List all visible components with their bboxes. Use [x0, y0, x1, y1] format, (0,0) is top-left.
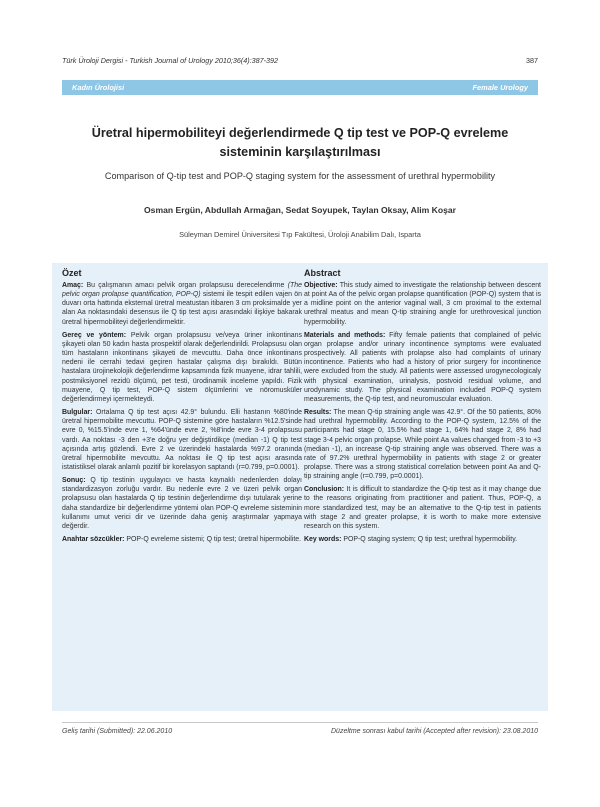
running-header — [62, 56, 538, 68]
ozet-keywords — [62, 535, 302, 544]
sonuc-text: Q tip testinin uygulayıcı ve hasta kaynaklı nedenlerden dolayı standardizasyon zorluğu vardır. Bu nedenle evre 2 ve üzeri pelvik organ prolapsusu olan hastalarda Q tip testinin değerlendirme dışı tutularak yerine daha standardize bir değerlendirme yöntemi olan POP-Q evreleme sisteminin kullanımı umut verici dir ve üzerinde daha geniş araştırmalar yapmaya değerdir. — [62, 477, 302, 530]
journal-citation: Türk Üroloji Dergisi - Turkish Journal of Urology 2010;36(4):387-392 — [62, 56, 278, 65]
objective-text: This study aimed to investigate the relationship between descent at point Aa of the pelvic organ prolapse quantification (POP-Q) system that is a midline point on the anterior vaginal wall, 3 cm proximal to the external urethral meatus and mean Q-tip straining angle for urethrovesical junction hypermobility. — [304, 282, 541, 326]
amac-text-2: sistemi ile tespit edilen vajen ön duvarı orta hattında eksternal üretral meatustan itibaren 3 cm proksimalde yer alan Aa noktasındaki desensus ile Q tip test açısı arasındaki ilişkiye bakarak üretral hipermobiliteyi değerlendirmektir. — [62, 291, 302, 326]
ozet-keywords-text: POP-Q evreleme sistemi; Q tip test; üretral hipermobilite. — [126, 536, 302, 544]
ozet-gerec — [62, 331, 302, 404]
objective-label: Objective: — [304, 282, 338, 289]
title-line-1: Üretral hipermobiliteyi değerlendirmede Q tip test ve POP-Q evreleme — [91, 126, 509, 140]
ozet-heading: Özet — [62, 268, 82, 278]
section-band — [62, 80, 538, 95]
gerec-text: Pelvik organ prolapsusu ve/veya üriner inkontinans şikayeti olan 50 kadın hasta prospektif olarak değerlendirildi. Prolapsusu olan tüm hastaların inkontinans şikayeti de mevcuttu. Daha önce inkontinans nedeni ile cerrahi tedavi geçiren hastalar çalışma dışı bırakıldı. Bütün hastalara ürojinekolojik değerlendirme kapsamında fizik muayene, idrar tahlili, postmiksiyonel rezidü ölçümü, pet testi, ürodinamik inceleme yapıldı. Fizik muayene, Q tip test, POP-Q sistem ölçümlerini ve nöromusküler değerlendirmeyi içermekteydi. — [62, 331, 302, 403]
amac-label: Amaç: — [62, 282, 84, 289]
ozet-column — [62, 268, 302, 548]
section-label-tr: Kadın Ürolojisi — [72, 83, 125, 92]
abstract-keywords-label: Key words: — [304, 536, 342, 544]
methods-label: Materials and methods: — [304, 331, 386, 339]
article-subtitle: Comparison of Q-tip test and POP-Q staging system for the assessment of urethral hypermobility — [104, 171, 496, 181]
section-label-en: Female Urology — [472, 83, 528, 92]
bulgular-label: Bulgular: — [62, 409, 93, 417]
page-number: 387 — [526, 56, 538, 65]
conclusion-text: It is difficult to standardize the Q-tip test as it may change due to the reasons originating from practitioner and patient. Thus, POP-Q, a more standardized test, may be an alternative to the Q-tip test in patients with stage 2 and greater prolapse, it is worth to make more extensive research on this system. — [304, 486, 541, 530]
conclusion-label: Conclusion: — [304, 486, 345, 494]
ozet-amac — [62, 281, 302, 327]
abstract-heading: Abstract — [304, 268, 341, 278]
abstract-methods — [304, 331, 541, 404]
amac-text-1: Bu çalışmanın amacı pelvik organ prolapsusu derecelendirme — [86, 282, 285, 289]
article-title — [62, 124, 538, 162]
results-text: The mean Q-tip straining angle was 42.9°. Of the 50 patients, 80% had urethral hypermobility. According to the POP-Q system, 12.5% of the participants had stage 0, 15.5% had stage 1, 64% had stage 2, 8% had stage 3-4 pelvic organ prolapse. While point Aa values changed from -3 to +3 (median -1), an increase Q-tip straining angle was observed. There was a rate of 97.2% urethral hypermobility in patients with stage 2 or greater prolapse. There was a strong statistical correlation between point Aa and Q-tip straining angle (r=0.799, p=0.0001). — [304, 409, 542, 481]
ozet-bulgular — [62, 408, 302, 472]
methods-text: Fifty female patients that complained of pelvic organ prolapse and/or urinary incontinence symptoms were evaluated prospectively. All patients with prolapse also had complaints of urinary incontinence. Patients who had a history of prior surgery for incontinence were excluded from the study. All patients were assessed urogynecologicaly with physical examination, urinalysis, postvoid residual volume, and urodynamic study. The physical examination included POP-Q system measurements, the Q-tip test, and neuromuscular evaluation. — [304, 331, 541, 403]
abstract-column — [304, 268, 541, 548]
bulgular-text: Ortalama Q tip test açısı 42.9° bulundu. Elli hastanın %80'inde üretral hipermobilite mevcuttu. POP-Q sistemine göre hastaların %12.5'sinde evre 0, %15.5'inde evre 1, %64'ünde evre 2, %8'inde evre 3-4 prolapsusu vardı. Aa noktası -3 den +3'e doğru yer değiştirdikçe (median -1) Q tip test açısında artış gözlendi. Evre 2 ve üzerindeki hastalarda %97.2 oranında üretral hipermobilite mevcuttu. Aa noktası ile Q tip test açısı arasında istatistiksel olarak anlamlı pozitif bir korelasyon saptandı (r=0.799, p=0.0001). — [62, 409, 302, 471]
ozet-sonuc — [62, 476, 302, 531]
amac-italic: (The pelvic organ prolapse quantification, POP-Q) — [62, 282, 302, 299]
footer-divider — [62, 722, 538, 723]
affiliation: Süleyman Demirel Üniversitesi Tıp Fakültesi, Üroloji Anabilim Dalı, Isparta — [179, 230, 421, 239]
sonuc-label: Sonuç: — [62, 477, 86, 485]
title-line-2: sisteminin karşılaştırılması — [219, 145, 381, 159]
submitted-date: Geliş tarihi (Submitted): 22.06.2010 — [62, 728, 173, 735]
author-list: Osman Ergün, Abdullah Armağan, Sedat Soyupek, Taylan Oksay, Alim Koşar — [143, 205, 456, 215]
abstract-keywords — [304, 535, 541, 544]
results-label: Results: — [304, 409, 332, 417]
ozet-keywords-label: Anahtar sözcükler: — [62, 536, 125, 544]
gerec-label: Gereç ve yöntem: — [62, 331, 127, 339]
footer — [62, 728, 538, 735]
accepted-date: Düzeltme sonrası kabul tarihi (Accepted after revision): 23.08.2010 — [331, 728, 538, 735]
abstract-conclusion — [304, 485, 541, 531]
abstract-keywords-text: POP-Q staging system; Q tip test; urethral hypermobility. — [343, 536, 518, 544]
abstract-objective — [304, 281, 541, 327]
abstract-results — [304, 408, 541, 481]
